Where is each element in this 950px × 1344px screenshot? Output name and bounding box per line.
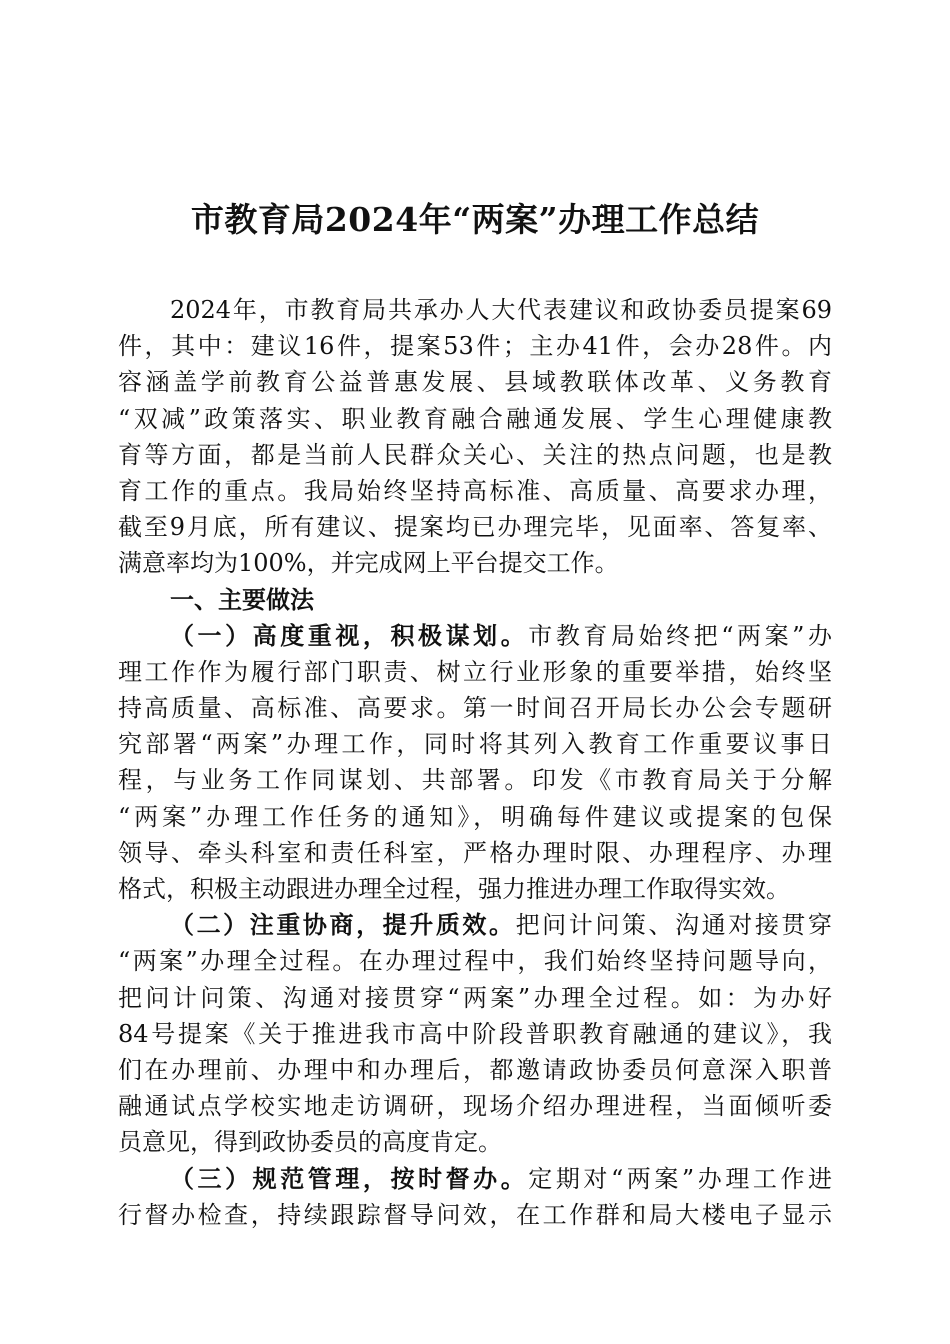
item3-line: 行督办检查，持续跟踪督导问效，在工作群和局大楼电子显示 <box>118 1200 832 1229</box>
item1-line: 持高质量、高标准、高要求。第一时间召开局长办公会专题研 <box>118 694 832 723</box>
item1-line: 领导、牵头科室和责任科室，严格办理时限、办理程序、办理 <box>118 838 832 867</box>
intro-line: 容涵盖学前教育公益普惠发展、县域教联体改革、义务教育 <box>118 368 832 397</box>
item1-line: 程，与业务工作同谋划、共部署。印发《市教育局关于分解 <box>118 766 832 795</box>
intro-line: 截至9月底，所有建议、提案均已办理完毕，见面率、答复率、 <box>118 513 832 542</box>
item2-first-rest: 把问计问策、沟通对接贯穿 <box>515 911 833 940</box>
item2-line: 员意见，得到政协委员的高度肯定。 <box>118 1128 502 1157</box>
item1-first-rest: 市教育局始终把“两案”办 <box>528 621 833 650</box>
item2-line: 把问计问策、沟通对接贯穿“两案”办理全过程。如：为办好 <box>118 983 832 1012</box>
document-title: 市教育局2024年“两案”办理工作总结 <box>190 200 760 239</box>
item3-first-rest: 定期对“两案”办理工作进 <box>528 1164 833 1193</box>
item2-lead: （二）注重协商，提升质效。 <box>170 910 516 940</box>
item2-line: 们在办理前、办理中和办理后，都邀请政协委员何意深入职普 <box>118 1055 832 1084</box>
item1-first-line <box>118 618 832 654</box>
item3-lead: （三）规范管理，按时督办。 <box>170 1163 529 1193</box>
item2-first-line <box>118 907 832 943</box>
item3-first-line <box>118 1161 832 1197</box>
document-body <box>118 292 832 1233</box>
intro-line: 满意率均为100%，并完成网上平台提交工作。 <box>118 549 619 578</box>
section-heading: 一、主要做法 <box>170 584 314 614</box>
intro-line: 2024年，市教育局共承办人大代表建议和政协委员提案69 <box>170 296 832 324</box>
intro-line: “双减”政策落实、职业教育融合融通发展、学生心理健康教 <box>118 404 832 433</box>
item1-line: “两案”办理工作任务的通知》，明确每件建议或提案的包保 <box>118 802 832 831</box>
item1-line: 格式，积极主动跟进办理全过程，强力推进办理工作取得实效。 <box>118 875 790 903</box>
item1-line: 理工作作为履行部门职责、树立行业形象的重要举措，始终坚 <box>118 657 832 686</box>
item1-lead: （一）高度重视，积极谋划。 <box>170 620 529 650</box>
item2-line: 84号提案《关于推进我市高中阶段普职教育融通的建议》，我 <box>118 1019 832 1048</box>
item1-line: 究部署“两案”办理工作，同时将其列入教育工作重要议事日 <box>118 730 832 759</box>
intro-line: 育等方面，都是当前人民群众关心、关注的热点问题，也是教 <box>118 440 832 469</box>
intro-line: 育工作的重点。我局始终坚持高标准、高质量、高要求办理， <box>118 476 832 505</box>
item2-line: “两案”办理全过程。在办理过程中，我们始终坚持问题导向， <box>118 947 832 976</box>
item2-line: 融通试点学校实地走访调研，现场介绍办理进程，当面倾听委 <box>118 1092 832 1121</box>
intro-line: 件，其中：建议16件，提案53件；主办41件，会办28件。内 <box>118 332 832 361</box>
